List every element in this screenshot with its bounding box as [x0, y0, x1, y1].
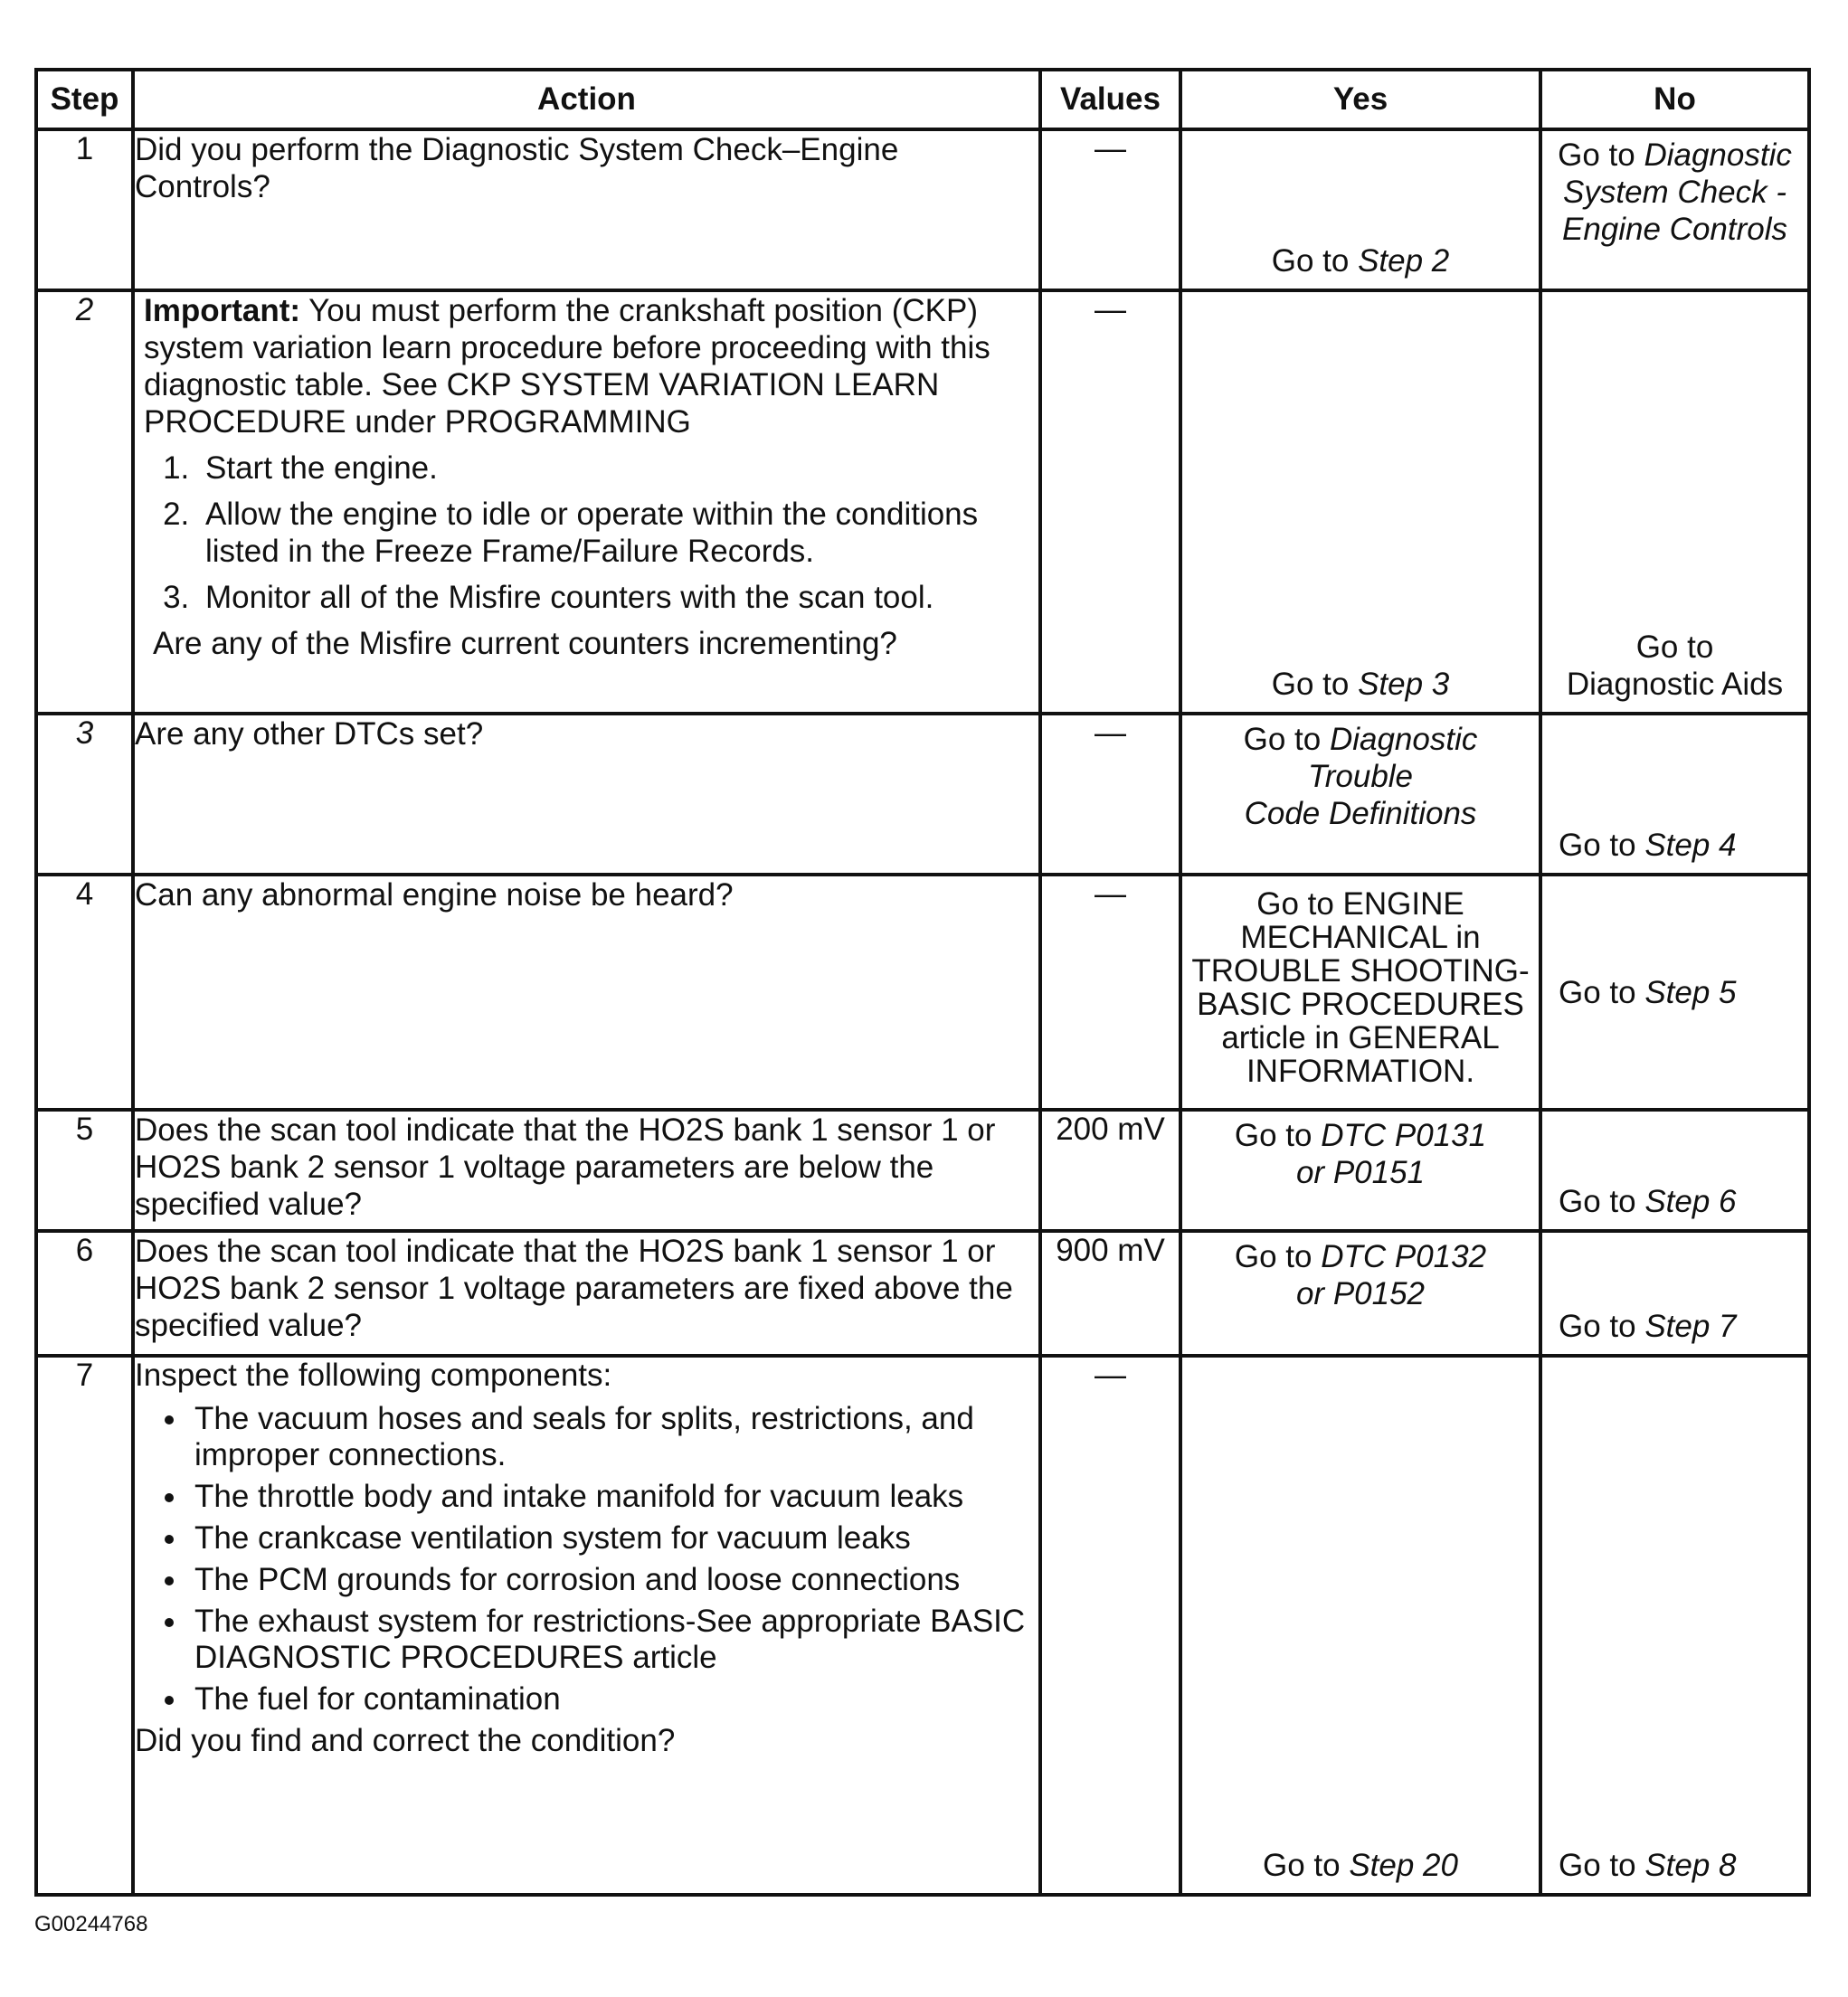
yes-link-1[interactable]: DTC P0132 — [1321, 1239, 1487, 1274]
no-link[interactable]: Diagnostic System Check - Engine Controls — [1561, 137, 1792, 247]
no-prefix: Go to — [1559, 1848, 1645, 1883]
no-cell[interactable] — [1540, 129, 1809, 290]
yes-prefix: Go to — [1243, 722, 1330, 757]
action-intro: Inspect the following components: — [135, 1358, 612, 1393]
table-row-step-1 — [36, 129, 1809, 290]
list-item: • The exhaust system for restrictions-See appropriate BASIC DIAGNOSTIC PROCEDURES article — [189, 1604, 1038, 1676]
step-number: 1 — [36, 129, 133, 290]
yes-cell[interactable] — [1180, 129, 1540, 290]
header-values: Values — [1040, 70, 1180, 129]
action-text — [133, 1231, 1040, 1356]
no-link[interactable]: Step 5 — [1644, 974, 1737, 1010]
no-prefix: Go to — [1559, 828, 1645, 863]
yes-link-2[interactable]: Trouble — [1307, 759, 1414, 794]
header-row — [36, 70, 1809, 129]
no-link[interactable]: Step 8 — [1644, 1848, 1737, 1883]
procedure-list — [144, 450, 1038, 616]
no-line-1: Go to — [1635, 629, 1714, 665]
values-cell: 200 mV — [1040, 1110, 1180, 1231]
important-label: Important: — [144, 293, 301, 328]
action-question: Are any of the Misfire current counters incrementing? — [153, 626, 897, 661]
yes-link-1[interactable]: Diagnostic — [1329, 722, 1478, 757]
list-item: • The PCM grounds for corrosion and loose connections — [189, 1562, 1038, 1598]
no-line-2[interactable]: Diagnostic Aids — [1566, 667, 1784, 702]
step-number: 2 — [36, 290, 133, 714]
table-row-step-4 — [36, 875, 1809, 1110]
action-question: Are any other DTCs set? — [135, 716, 484, 752]
yes-prefix: Go to — [1234, 1118, 1322, 1153]
component-list — [135, 1401, 1038, 1718]
yes-cell[interactable] — [1180, 1356, 1540, 1895]
action-question: Did you find and correct the condition? — [135, 1723, 676, 1758]
yes-cell[interactable] — [1180, 875, 1540, 1110]
values-cell: — — [1040, 1356, 1180, 1895]
no-link[interactable]: Step 6 — [1644, 1184, 1737, 1219]
action-text — [133, 290, 1040, 714]
action-question: Does the scan tool indicate that the HO2S bank 1 sensor 1 or HO2S bank 2 sensor 1 voltage parameters are below the specified value? — [135, 1112, 996, 1222]
no-cell[interactable] — [1540, 290, 1809, 714]
action-text — [133, 875, 1040, 1110]
no-cell[interactable] — [1540, 1231, 1809, 1356]
action-text — [133, 714, 1040, 875]
no-prefix: Go to — [1559, 1309, 1645, 1344]
list-item: • The crankcase ventilation system for vacuum leaks — [189, 1520, 1038, 1557]
list-item: • The throttle body and intake manifold for vacuum leaks — [189, 1479, 1038, 1515]
yes-prefix: Go to — [1271, 243, 1359, 279]
table-row-step-3 — [36, 714, 1809, 875]
table-row-step-5 — [36, 1110, 1809, 1231]
no-link[interactable]: Step 4 — [1644, 828, 1737, 863]
values-cell: — — [1040, 875, 1180, 1110]
yes-cell[interactable] — [1180, 714, 1540, 875]
action-question: Does the scan tool indicate that the HO2S bank 1 sensor 1 or HO2S bank 2 sensor 1 voltage parameters are fixed above the specified value? — [135, 1234, 1013, 1343]
table-row-step-7 — [36, 1356, 1809, 1895]
no-cell[interactable] — [1540, 875, 1809, 1110]
yes-link-1[interactable]: DTC P0131 — [1321, 1118, 1487, 1153]
no-prefix: Go to — [1558, 137, 1644, 173]
yes-link-2[interactable]: or P0151 — [1295, 1155, 1426, 1190]
step-number: 5 — [36, 1110, 133, 1231]
action-text — [133, 1110, 1040, 1231]
yes-text[interactable]: Go to ENGINE MECHANICAL in TROUBLE SHOOTING-BASIC PROCEDURES article in GENERAL INFORMATION. — [1191, 886, 1530, 1089]
list-item: • The fuel for contamination — [189, 1681, 1038, 1718]
no-cell[interactable] — [1540, 1356, 1809, 1895]
no-cell[interactable] — [1540, 714, 1809, 875]
action-question: Can any abnormal engine noise be heard? — [135, 877, 734, 913]
list-item: 1. Start the engine. — [198, 450, 1038, 487]
list-item: • The vacuum hoses and seals for splits, restrictions, and improper connections. — [189, 1401, 1038, 1473]
yes-link[interactable]: Step 20 — [1349, 1848, 1458, 1883]
important-text: You must perform the crankshaft position (CKP) system variation learn procedure before proceeding with this diagnostic table. See CKP SYSTEM VARIATION LEARN PROCEDURE under PROGRAMMING — [144, 293, 990, 440]
diagnostic-table — [34, 68, 1811, 1897]
no-cell[interactable] — [1540, 1110, 1809, 1231]
yes-prefix: Go to — [1271, 667, 1359, 702]
step-number: 3 — [36, 714, 133, 875]
figure-id: G00244768 — [34, 1912, 148, 1936]
list-item: 3. Monitor all of the Misfire counters with the scan tool. — [198, 579, 1038, 616]
step-number: 4 — [36, 875, 133, 1110]
values-cell: — — [1040, 290, 1180, 714]
action-text — [133, 129, 1040, 290]
yes-link[interactable]: Step 3 — [1358, 667, 1450, 702]
header-action: Action — [133, 70, 1040, 129]
action-question: Did you perform the Diagnostic System Check–Engine Controls? — [135, 132, 899, 204]
header-step: Step — [36, 70, 133, 129]
yes-link-2[interactable]: or P0152 — [1295, 1276, 1426, 1311]
no-prefix: Go to — [1559, 974, 1645, 1010]
values-cell: 900 mV — [1040, 1231, 1180, 1356]
yes-cell[interactable] — [1180, 1231, 1540, 1356]
step-number: 6 — [36, 1231, 133, 1356]
values-cell: — — [1040, 714, 1180, 875]
yes-link[interactable]: Step 2 — [1358, 243, 1450, 279]
header-no: No — [1540, 70, 1809, 129]
values-cell: — — [1040, 129, 1180, 290]
list-item: 2. Allow the engine to idle or operate within the conditions listed in the Freeze Frame/Failure Records. — [198, 496, 1038, 570]
yes-prefix: Go to — [1263, 1848, 1350, 1883]
action-text — [133, 1356, 1040, 1895]
yes-cell[interactable] — [1180, 1110, 1540, 1231]
yes-prefix: Go to — [1234, 1239, 1322, 1274]
step-number: 7 — [36, 1356, 133, 1895]
yes-link-3[interactable]: Code Definitions — [1244, 796, 1477, 831]
no-prefix: Go to — [1559, 1184, 1645, 1219]
table-row-step-2 — [36, 290, 1809, 714]
important-note — [144, 292, 1038, 440]
table-row-step-6 — [36, 1231, 1809, 1356]
no-link[interactable]: Step 7 — [1644, 1309, 1737, 1344]
yes-cell[interactable] — [1180, 290, 1540, 714]
header-yes: Yes — [1180, 70, 1540, 129]
